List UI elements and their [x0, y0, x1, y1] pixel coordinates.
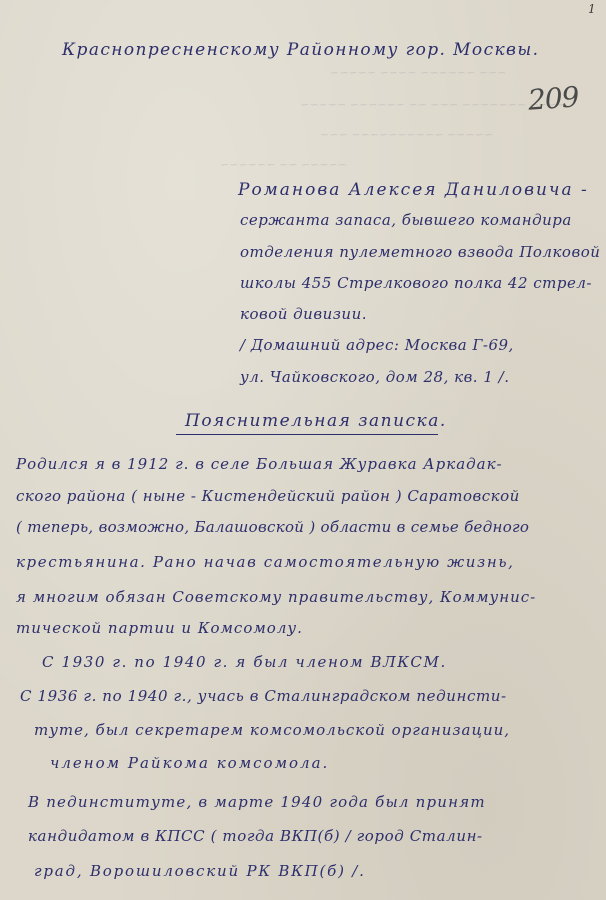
- bleed-through-text: ~~~~~ ~~~~~~~~~~ ~~~: [320, 128, 493, 141]
- bleed-through-text: ~~~~ ~~~~~~~ ~~~ ~~ ~~~~~~ ~~~~~: [300, 98, 567, 111]
- body-line: Родился я в 1912 г. в селе Большая Журавка Аркадак-: [16, 455, 503, 473]
- body-line: тической партии и Комсомолу.: [16, 619, 303, 637]
- author-line: сержанта запаса, бывшего командира: [240, 211, 572, 229]
- body-line: В пединституте, в марте 1940 года был принят: [28, 793, 486, 811]
- author-line: отделения пулеметного взвода Полковой: [240, 243, 601, 261]
- address-line: / Домашний адрес: Москва Г-69,: [240, 336, 514, 354]
- body-line: я многим обязан Советскому правительству, Коммунис-: [16, 588, 537, 606]
- body-line: ского района ( ныне - Кистендейский район ) Саратовской: [16, 487, 520, 505]
- body-line: туте, был секретарем комсомольской организации,: [34, 721, 511, 739]
- body-line: кандидатом в КПСС ( тогда ВКП(б) / город Сталин-: [28, 827, 483, 845]
- author-line: ковой дивизии.: [240, 305, 368, 323]
- addressee-line: Краснопресненскому Районному гор. Москвы.: [62, 40, 540, 60]
- body-line: ( теперь, возможно, Балашовской ) области в семье бедного: [16, 518, 530, 536]
- archive-number: 209: [526, 80, 580, 117]
- body-line: С 1930 г. по 1940 г. я был членом ВЛКСМ.: [42, 653, 447, 671]
- title-underline: [176, 434, 438, 435]
- body-line: град, Ворошиловский РК ВКП(б) /.: [34, 862, 366, 880]
- bleed-through-text: ~~~~~ ~~ ~~~~~~: [220, 158, 347, 171]
- bleed-through-text: ~~~ ~~~~~~ ~~~~ ~~~~~: [330, 66, 507, 79]
- body-line: крестьянина. Рано начав самостоятельную жизнь,: [16, 553, 515, 571]
- author-name-line: Романова Алексея Даниловича -: [238, 180, 589, 200]
- body-line: членом Райкома комсомола.: [50, 754, 330, 772]
- address-line: ул. Чайковского, дом 28, кв. 1 /.: [240, 368, 510, 386]
- page-number: 1: [588, 2, 596, 16]
- document-title: Пояснительная записка.: [185, 411, 447, 431]
- author-line: школы 455 Стрелкового полка 42 стрел-: [240, 274, 592, 292]
- body-line: С 1936 г. по 1940 г., учась в Сталинградском пединсти-: [20, 687, 507, 705]
